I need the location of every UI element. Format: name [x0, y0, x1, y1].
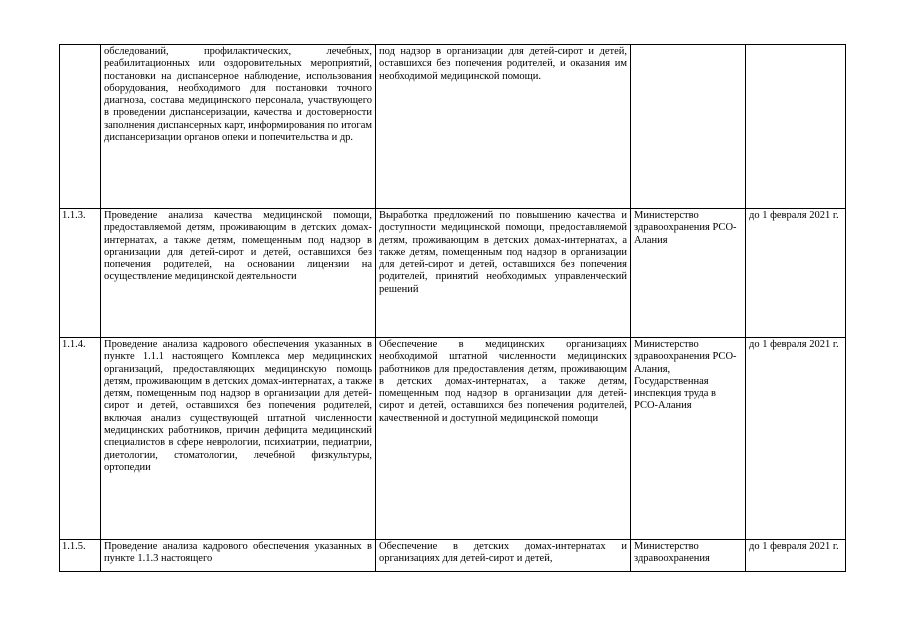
result-cell: Выработка предложений по повышению качества и доступности медицинской помощи, предоставляемой детям, проживающим в детских домах-интернатах, а также детям, помещенным под надзор в организации для детей-сирот и детей, оставшихся без попечения родителей, принятий необходимых управленческий решений	[376, 209, 631, 338]
deadline-cell	[746, 45, 846, 209]
action-cell: Проведение анализа кадрового обеспечения указанных в пункте 1.1.3 настоящего	[101, 540, 376, 572]
table-row	[60, 209, 846, 338]
action-cell: обследований, профилактических, лечебных, реабилитационных или оздоровительных мероприятий, постановки на диспансерное наблюдение, использования оборудования, необходимого для постановки точного диагноза, состава медицинского персонала, участвующего в проведении диспансеризации, качества и достоверности заполнения диспансерных карт, информирования по итогам диспансеризации органов опеки и попечительства и др.	[101, 45, 376, 209]
row-number: 1.1.5.	[60, 540, 101, 572]
deadline-cell: до 1 февраля 2021 г.	[746, 338, 846, 540]
deadline-cell: до 1 февраля 2021 г.	[746, 540, 846, 572]
result-cell: Обеспечение в медицинских организациях необходимой штатной численности медицинских работников для предоставления детям, проживающим в детских домах-интернатах, а также детям, помещенным под надзор в организации для детей-сирот и детей, оставшихся без попечения родителей, качественной и доступной медицинской помощи	[376, 338, 631, 540]
row-number: 1.1.4.	[60, 338, 101, 540]
result-cell: под надзор в организации для детей-сирот и детей, оставшихся без попечения родителей, и оказания им необходимой медицинской помощи.	[376, 45, 631, 209]
row-number	[60, 45, 101, 209]
table-row	[60, 45, 846, 209]
table-row	[60, 338, 846, 540]
action-cell: Проведение анализа кадрового обеспечения указанных в пункте 1.1.1 настоящего Комплекса мер медицинских организаций, предоставляющих медицинскую помощь детям, проживающим в детских домах-интернатах, а также детям, помещенным под надзор в организации для детей-сирот и детей, оставшихся без попечения родителей, включая анализ существующей штатной численности медицинских работников, причин дефицита медицинский специалистов в сфере неврологии, психиатрии, педиатрии, диетологии, стоматологии, лечебной физкультуры, ортопедии	[101, 338, 376, 540]
action-cell: Проведение анализа качества медицинской помощи, предоставляемой детям, проживающим в детских домах-интернатах, а также детям, помещенным под надзор в организации для детей-сирот и детей, оставшихся без попечения родителей, на основании лицензии на осуществление медицинской деятельности	[101, 209, 376, 338]
responsible-cell: Министерство здравоохранения РСО-Алания	[631, 209, 746, 338]
responsible-cell	[631, 45, 746, 209]
deadline-cell: до 1 февраля 2021 г.	[746, 209, 846, 338]
responsible-cell: Министерство здравоохранения	[631, 540, 746, 572]
result-cell: Обеспечение в детских домах-интернатах и организациях для детей-сирот и детей,	[376, 540, 631, 572]
responsible-cell: Министерство здравоохранения РСО-Алания, Государственная инспекция труда в РСО-Алания	[631, 338, 746, 540]
measures-table	[59, 44, 846, 572]
row-number: 1.1.3.	[60, 209, 101, 338]
table-row	[60, 540, 846, 572]
